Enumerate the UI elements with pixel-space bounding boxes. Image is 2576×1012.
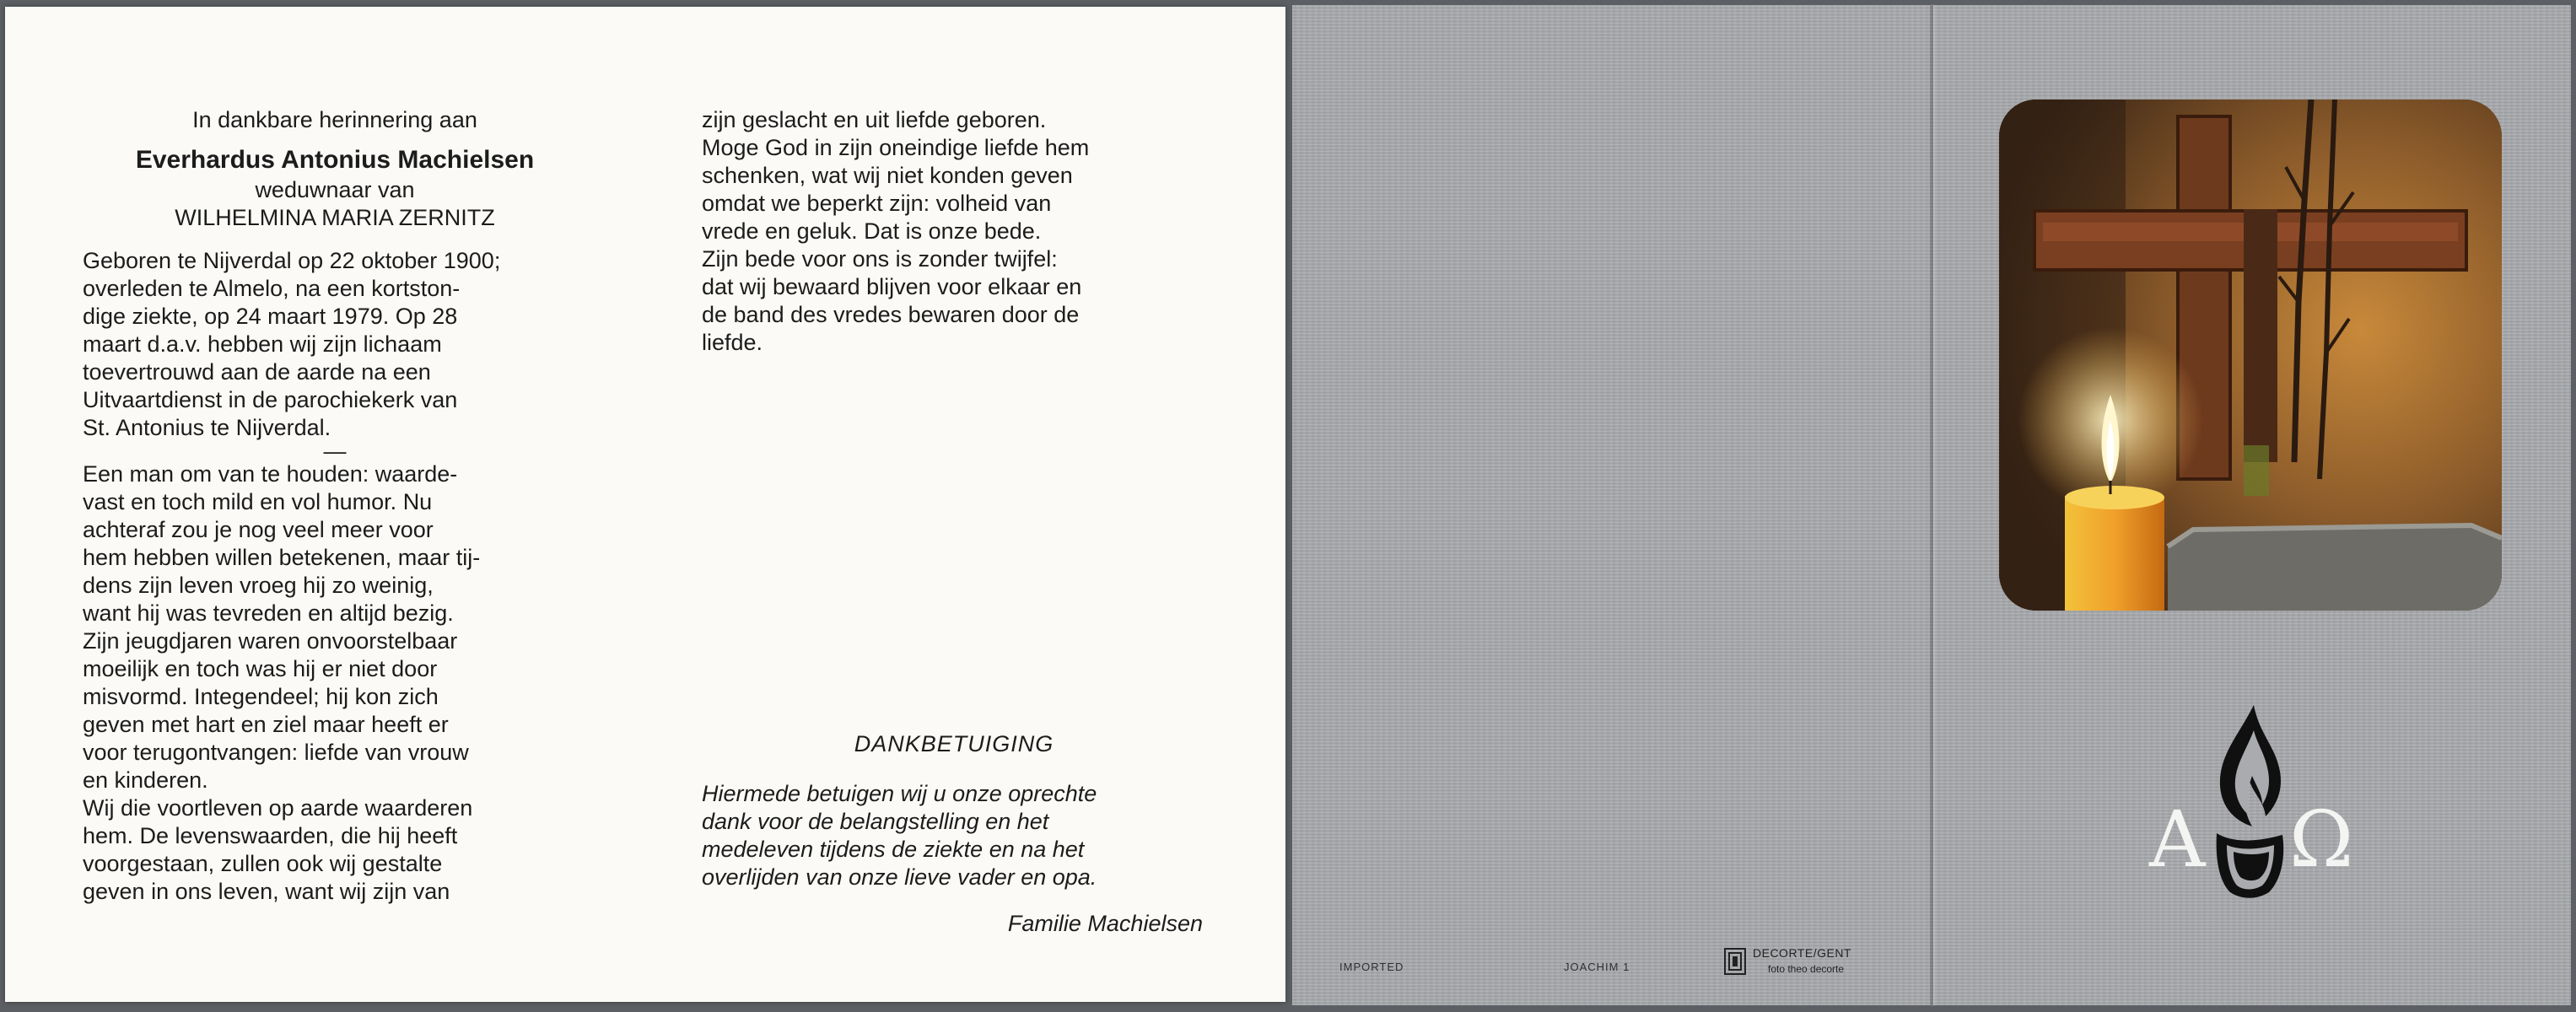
imprint-imported: IMPORTED [1339, 961, 1404, 973]
tribute-line: want hij was tevreden en altijd bezig. [83, 600, 454, 626]
bio-line: toevertrouwd aan de aarde na een [83, 359, 431, 385]
prayer-line: zijn geslacht en uit liefde geboren. [702, 107, 1047, 132]
prayer-line: Zijn bede voor ons is zonder twijfel: [702, 246, 1058, 272]
card-fold-line [1930, 5, 1933, 1005]
thanks-line: overlijden van onze lieve vader en opa. [702, 864, 1097, 890]
tribute-line: misvormd. Integendeel; hij kon zich [83, 684, 439, 709]
inner-sheet [5, 7, 1285, 1002]
tribute-line: voorgestaan, zullen ook wij gestalte [83, 851, 443, 876]
thanks-title: DANKBETUIGING [854, 731, 1054, 756]
bio-line: overleden te Almelo, na een kortston- [83, 276, 461, 301]
bio-line: maart d.a.v. hebben wij zijn lichaam [83, 331, 442, 357]
tribute-line: voor terugontvangen: liefde van vrouw [83, 740, 469, 765]
tribute-line: vast en toch mild en vol humor. Nu [83, 489, 433, 514]
publisher-name: DECORTE/GENT [1753, 946, 1851, 960]
widower-label: weduwnaar van [255, 177, 415, 202]
cross-with-candle-photo [1999, 100, 2502, 611]
bio-paragraph [83, 247, 587, 442]
alpha-omega-flame-symbol [2146, 693, 2365, 912]
right-text-column [702, 106, 1206, 357]
thanks-block [702, 730, 1206, 938]
tribute-line: geven in ons leven, want wij zijn van [83, 879, 450, 904]
section-divider: — [323, 439, 347, 464]
tribute-line: hem hebben willen betekenen, maar tij- [83, 545, 481, 570]
tribute-line: Wij die voortleven op aarde waarderen [83, 795, 473, 821]
bio-line: Uitvaartdienst in de parochiekerk van [83, 387, 458, 412]
outer-card [1292, 5, 2571, 1005]
tribute-paragraph [83, 460, 587, 906]
tribute-line: geven met hart en ziel maar heeft er [83, 712, 449, 737]
tribute-line: hem. De levenswaarden, die hij heeft [83, 823, 458, 848]
left-text-column [83, 106, 587, 906]
intro-line: In dankbare herinnering aan [192, 107, 477, 132]
publisher-mark [1724, 945, 1893, 978]
thanks-line: medeleven tijdens de ziekte en na het [702, 837, 1085, 862]
prayer-line: de band des vredes bewaren door de [702, 302, 1080, 327]
tribute-line: en kinderen. [83, 767, 208, 793]
bio-line: dige ziekte, op 24 maart 1979. Op 28 [83, 304, 458, 329]
prayer-line: liefde. [702, 330, 763, 355]
tribute-line: Zijn jeugdjaren waren onvoorstelbaar [83, 628, 458, 654]
prayer-line: dat wij bewaard blijven voor elkaar en [702, 274, 1082, 299]
bio-line-last: St. Antonius te Nijverdal. [83, 415, 331, 440]
thanks-line: dank voor de belangstelling en het [702, 809, 1049, 834]
prayer-line: omdat we beperkt zijn: volheid van [702, 191, 1052, 216]
thanks-line: Hiermede betuigen wij u onze oprechte [702, 781, 1097, 806]
prayer-line: Moge God in zijn oneindige liefde hem [702, 135, 1090, 160]
imprint-series: JOACHIM 1 [1564, 961, 1630, 973]
deceased-name: Everhardus Antonius Machielsen [135, 146, 535, 174]
photo-illustration [1999, 100, 2502, 611]
prayer-line: vrede en geluk. Dat is onze bede. [702, 218, 1042, 244]
tribute-line: achteraf zou je nog veel meer voor [83, 517, 434, 542]
prayer-line: schenken, wat wij niet konden geven [702, 163, 1073, 188]
tribute-line: moeilijk en toch was hij er niet door [83, 656, 438, 681]
alpha-letter: Α [2149, 794, 2206, 885]
tribute-line: dens zijn leven vroeg hij zo weinig, [83, 573, 434, 598]
bio-line: Geboren te Nijverdal op 22 oktober 1900; [83, 248, 501, 273]
family-signature: Familie Machielsen [1007, 911, 1203, 936]
spouse-name: WILHELMINA MARIA ZERNITZ [175, 205, 495, 230]
tribute-line: Een man om van te houden: waarde- [83, 461, 458, 487]
publisher-logo-icon [1724, 948, 1746, 975]
photo-credit: foto theo decorte [1768, 963, 1845, 975]
omega-letter: Ω [2289, 794, 2354, 885]
